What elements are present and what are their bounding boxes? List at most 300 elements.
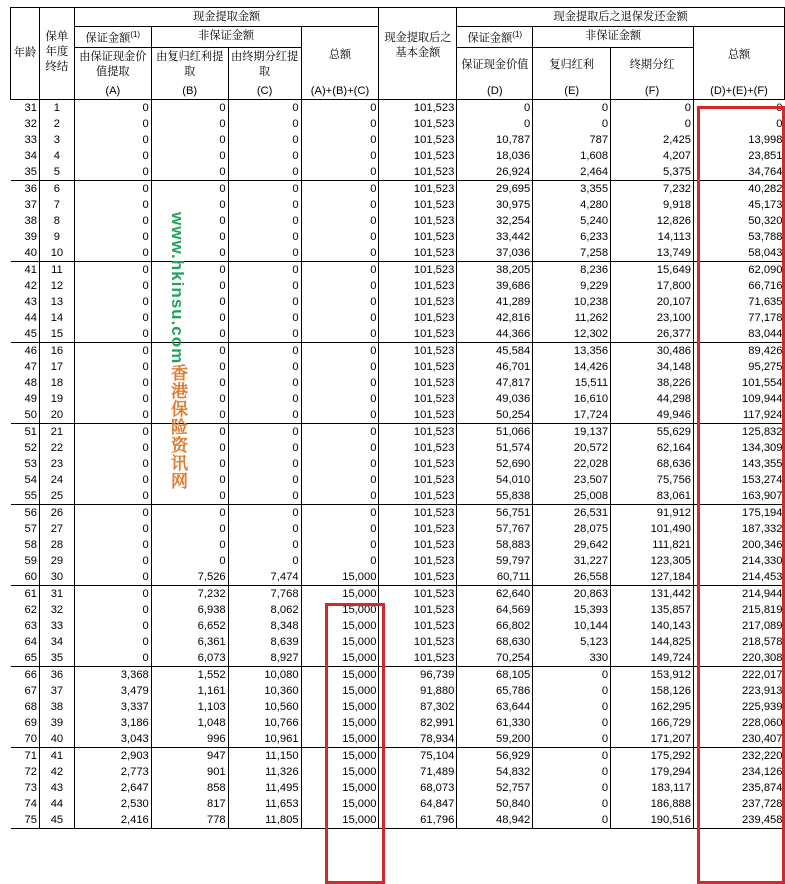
table-row (11, 472, 785, 488)
table-cell: 43 (39, 780, 74, 796)
table-cell: 45,584 (457, 343, 533, 360)
table-cell: 230,407 (694, 731, 785, 748)
table-cell: 153,912 (611, 667, 694, 684)
table-cell: 0 (151, 343, 228, 360)
table-cell: 223,913 (694, 683, 785, 699)
table-cell: 996 (151, 731, 228, 748)
table-cell: 4,207 (611, 148, 694, 164)
table-row (11, 100, 785, 117)
table-cell: 0 (533, 116, 611, 132)
table-cell: 101,523 (379, 505, 457, 522)
table-cell: 26,531 (533, 505, 611, 522)
table-cell: 220,308 (694, 650, 785, 667)
table-cell: 0 (74, 326, 151, 343)
table-cell: 41 (39, 748, 74, 765)
table-cell: 16 (39, 343, 74, 360)
table-cell: 0 (228, 488, 301, 505)
table-cell: 0 (74, 245, 151, 262)
table-cell: 7,474 (228, 569, 301, 586)
header-base-amount: 现金提取后之基本金额 (379, 8, 457, 84)
table-cell: 75,756 (611, 472, 694, 488)
table-cell: 0 (228, 181, 301, 198)
table-row (11, 116, 785, 132)
table-cell: 6,361 (151, 634, 228, 650)
table-cell: 0 (74, 488, 151, 505)
table-cell: 26,924 (457, 164, 533, 181)
table-cell: 10,961 (228, 731, 301, 748)
table-cell: 15,000 (301, 618, 379, 634)
table-cell: 38,226 (611, 375, 694, 391)
table-cell: 15,649 (611, 262, 694, 279)
table-cell: 101,523 (379, 586, 457, 603)
table-row (11, 683, 785, 699)
table-row (11, 586, 785, 603)
table-cell: 0 (74, 116, 151, 132)
table-cell: 82,991 (379, 715, 457, 731)
table-cell: 47,817 (457, 375, 533, 391)
table-cell: 49,036 (457, 391, 533, 407)
table-row (11, 424, 785, 441)
table-cell: 149,724 (611, 650, 694, 667)
table-cell: 179,294 (611, 764, 694, 780)
table-cell: 78,934 (379, 731, 457, 748)
table-cell: 101,523 (379, 569, 457, 586)
table-cell: 69 (24, 717, 37, 730)
table-cell: 7,232 (611, 181, 694, 198)
table-cell: 158,126 (611, 683, 694, 699)
table-cell: 6,073 (151, 650, 228, 667)
table-cell: 11,495 (228, 780, 301, 796)
table-cell: 48,942 (457, 812, 533, 829)
table-cell: 34,764 (694, 164, 785, 181)
table-cell: 0 (74, 310, 151, 326)
table-cell: 13,749 (611, 245, 694, 262)
table-cell: 12 (39, 278, 74, 294)
table-row (11, 602, 785, 618)
table-row (11, 213, 785, 229)
table-cell: 68,073 (379, 780, 457, 796)
table-cell: 0 (74, 262, 151, 279)
table-cell: 34,148 (611, 359, 694, 375)
table-cell: 101,523 (379, 132, 457, 148)
table-cell: 0 (228, 100, 301, 117)
table-cell: 0 (457, 100, 533, 117)
table-cell: 0 (151, 148, 228, 164)
table-cell: 101,523 (379, 553, 457, 569)
table-cell: 37,036 (457, 245, 533, 262)
table-cell: 0 (301, 505, 379, 522)
table-cell: 10,766 (228, 715, 301, 731)
table-cell: 50,254 (457, 407, 533, 424)
header-non-guaranteed-amount-2: 非保证金额 (533, 27, 694, 48)
table-cell: 0 (228, 116, 301, 132)
table-cell: 44 (24, 312, 37, 325)
table-cell: 0 (74, 213, 151, 229)
table-cell: 73 (24, 782, 37, 795)
table-cell: 37 (24, 199, 37, 212)
table-row (11, 796, 785, 812)
table-cell: 75,104 (379, 748, 457, 765)
table-cell: 54,010 (457, 472, 533, 488)
table-cell: 15,000 (301, 780, 379, 796)
table-cell: 10,144 (533, 618, 611, 634)
table-cell: 0 (74, 602, 151, 618)
table-cell: 38 (24, 215, 37, 228)
table-cell: 41,289 (457, 294, 533, 310)
table-cell: 5,375 (611, 164, 694, 181)
table-cell: 11 (39, 262, 74, 279)
table-cell: 91,880 (379, 683, 457, 699)
table-cell: 0 (74, 440, 151, 456)
table-cell: 43 (24, 296, 37, 309)
table-cell: 57,767 (457, 521, 533, 537)
table-cell: 56 (24, 507, 37, 520)
table-cell: 6,233 (533, 229, 611, 245)
header-non-guaranteed-amount: 非保证金额 (151, 27, 301, 48)
table-cell: 2,647 (74, 780, 151, 796)
table-cell: 7,232 (151, 586, 228, 603)
table-cell: 83,061 (611, 488, 694, 505)
table-row (11, 164, 785, 181)
tag-a: (A) (74, 83, 151, 100)
table-cell: 68,636 (611, 456, 694, 472)
table-cell: 2,416 (74, 812, 151, 829)
table-cell: 7,258 (533, 245, 611, 262)
row-group (11, 505, 785, 586)
table-cell: 26 (39, 505, 74, 522)
table-cell: 11,150 (228, 748, 301, 765)
table-row (11, 375, 785, 391)
table-cell: 15,000 (301, 748, 379, 765)
table-cell: 0 (533, 812, 611, 829)
table-row (11, 326, 785, 343)
table-cell: 12,302 (533, 326, 611, 343)
table-cell: 55,838 (457, 488, 533, 505)
table-cell: 127,184 (611, 569, 694, 586)
header-guaranteed-amount-2: 保证金额$^{(1)}$ (457, 27, 533, 48)
table-cell: 0 (228, 391, 301, 407)
table-cell: 77,178 (694, 310, 785, 326)
table-row (11, 456, 785, 472)
table-cell: 101,523 (379, 472, 457, 488)
table-cell: 0 (301, 132, 379, 148)
header-total: 总额 (301, 27, 379, 84)
table-cell: 214,453 (694, 569, 785, 586)
table-cell: 0 (228, 407, 301, 424)
table-cell: 101,523 (379, 100, 457, 117)
table-cell: 0 (74, 164, 151, 181)
table-cell: 153,274 (694, 472, 785, 488)
table-cell: 0 (301, 310, 379, 326)
table-cell: 19,137 (533, 424, 611, 441)
table-cell: 70 (24, 733, 37, 746)
table-cell: 2,773 (74, 764, 151, 780)
table-cell: 5,240 (533, 213, 611, 229)
table-cell: 41 (24, 264, 37, 277)
table-cell: 20,107 (611, 294, 694, 310)
table-cell: 0 (74, 148, 151, 164)
table-cell: 0 (151, 294, 228, 310)
table-row (11, 132, 785, 148)
table-cell: 778 (151, 812, 228, 829)
table-cell: 0 (74, 391, 151, 407)
table-cell: 52 (24, 442, 37, 455)
cash-withdrawal-table (10, 7, 785, 829)
tag-f: (F) (611, 83, 694, 100)
table-cell: 225,939 (694, 699, 785, 715)
table-row (11, 310, 785, 326)
table-cell: 0 (74, 634, 151, 650)
table-cell: 14 (39, 310, 74, 326)
table-cell: 0 (301, 326, 379, 343)
table-cell: 71,489 (379, 764, 457, 780)
table-cell: 83,044 (694, 326, 785, 343)
table-cell: 0 (74, 375, 151, 391)
row-group (11, 586, 785, 667)
table-cell: 62,640 (457, 586, 533, 603)
table-cell: 0 (151, 245, 228, 262)
table-cell: 95,275 (694, 359, 785, 375)
table-cell: 64,847 (379, 796, 457, 812)
table-cell: 3,337 (74, 699, 151, 715)
table-cell: 44,298 (611, 391, 694, 407)
table-cell: 0 (151, 213, 228, 229)
table-cell: 5,123 (533, 634, 611, 650)
table-cell: 101,523 (379, 278, 457, 294)
table-cell: 44,366 (457, 326, 533, 343)
table-cell: 101,523 (379, 440, 457, 456)
table-cell: 0 (151, 407, 228, 424)
tag-def: (D)+(E)+(F) (694, 83, 785, 100)
table-cell: 17 (39, 359, 74, 375)
table-cell: 0 (301, 375, 379, 391)
table-cell: 101,523 (379, 618, 457, 634)
table-cell: 215,819 (694, 602, 785, 618)
header-cash-withdrawal: 现金提取金额 (74, 8, 379, 27)
table-cell: 0 (301, 164, 379, 181)
table-cell: 101,554 (694, 375, 785, 391)
table-cell: 0 (301, 424, 379, 441)
table-cell: 2,530 (74, 796, 151, 812)
table-cell: 0 (151, 456, 228, 472)
table-cell: 15,000 (301, 699, 379, 715)
table-cell: 0 (74, 472, 151, 488)
table-cell: 0 (228, 245, 301, 262)
tag-c: (C) (228, 83, 301, 100)
row-group (11, 667, 785, 748)
table-cell: 101,523 (379, 650, 457, 667)
table-cell: 2,903 (74, 748, 151, 765)
tag-e: (E) (533, 83, 611, 100)
header-col-a: 由保证现金价值提取 (74, 47, 151, 83)
table-cell: 234,126 (694, 764, 785, 780)
table-cell: 64,569 (457, 602, 533, 618)
table-cell: 53,788 (694, 229, 785, 245)
table-cell: 101,523 (379, 391, 457, 407)
table-cell: 20 (39, 407, 74, 424)
table-cell: 64 (24, 636, 37, 649)
table-cell: 59 (24, 555, 37, 568)
table-cell: 0 (151, 326, 228, 343)
table-cell: 0 (74, 229, 151, 245)
table-cell: 25,008 (533, 488, 611, 505)
table-cell: 66,716 (694, 278, 785, 294)
table-cell: 0 (228, 456, 301, 472)
table-cell: 0 (151, 197, 228, 213)
table-cell: 24 (39, 472, 74, 488)
table-cell: 47 (24, 361, 37, 374)
table-cell: 38,205 (457, 262, 533, 279)
table-cell: 0 (301, 245, 379, 262)
table-cell: 0 (301, 488, 379, 505)
table-cell: 61,796 (379, 812, 457, 829)
table-cell: 135,857 (611, 602, 694, 618)
table-cell: 218,578 (694, 634, 785, 650)
table-cell: 26,558 (533, 569, 611, 586)
table-cell: 0 (228, 229, 301, 245)
table-cell: 10,787 (457, 132, 533, 148)
table-cell: 68 (24, 701, 37, 714)
table-cell: 42 (24, 280, 37, 293)
table-cell: 228,060 (694, 715, 785, 731)
table-cell: 3 (39, 132, 74, 148)
table-cell: 101,523 (379, 310, 457, 326)
table-cell: 65,786 (457, 683, 533, 699)
row-group (11, 100, 785, 181)
table-cell: 7 (39, 197, 74, 213)
table-cell: 175,194 (694, 505, 785, 522)
table-cell: 101,523 (379, 456, 457, 472)
table-cell: 0 (301, 359, 379, 375)
table-row (11, 650, 785, 667)
table-cell: 0 (74, 343, 151, 360)
table-cell: 0 (151, 359, 228, 375)
table-row (11, 505, 785, 522)
table-cell: 3,186 (74, 715, 151, 731)
table-cell: 0 (74, 569, 151, 586)
table-cell: 31,227 (533, 553, 611, 569)
table-cell: 0 (533, 796, 611, 812)
table-cell: 190,516 (611, 812, 694, 829)
table-cell: 10,560 (228, 699, 301, 715)
table-cell: 0 (694, 100, 785, 117)
table-cell: 66 (24, 669, 37, 682)
table-cell: 1,608 (533, 148, 611, 164)
table-cell: 59,200 (457, 731, 533, 748)
table-cell: 62,090 (694, 262, 785, 279)
table-cell: 51 (24, 426, 37, 439)
table-cell: 17,800 (611, 278, 694, 294)
table-cell: 18,036 (457, 148, 533, 164)
table-cell: 18 (39, 375, 74, 391)
table-cell: 15,511 (533, 375, 611, 391)
table-cell: 0 (533, 731, 611, 748)
table-cell: 0 (228, 521, 301, 537)
table-cell: 0 (151, 472, 228, 488)
table-cell: 61 (24, 588, 37, 601)
table-cell: 2,425 (611, 132, 694, 148)
table-cell: 0 (611, 116, 694, 132)
table-cell: 8,639 (228, 634, 301, 650)
table-cell: 0 (74, 132, 151, 148)
table-cell: 51,066 (457, 424, 533, 441)
table-cell: 87,302 (379, 699, 457, 715)
table-cell: 59,797 (457, 553, 533, 569)
table-cell: 0 (151, 164, 228, 181)
table-cell: 29 (39, 553, 74, 569)
table-cell: 58 (24, 539, 37, 552)
table-cell: 30 (39, 569, 74, 586)
table-cell: 27 (39, 521, 74, 537)
table-row (11, 407, 785, 424)
table-cell: 200,346 (694, 537, 785, 553)
table-row (11, 780, 785, 796)
table-cell: 2 (39, 116, 74, 132)
table-cell: 214,944 (694, 586, 785, 603)
table-cell: 71 (24, 750, 37, 763)
table-cell: 101,523 (379, 424, 457, 441)
table-row (11, 537, 785, 553)
table-cell: 186,888 (611, 796, 694, 812)
table-cell: 237,728 (694, 796, 785, 812)
table-cell: 0 (301, 148, 379, 164)
table-cell: 15,000 (301, 715, 379, 731)
table-cell: 11,805 (228, 812, 301, 829)
illustration-table-wrapper (10, 7, 785, 829)
table-cell: 901 (151, 764, 228, 780)
table-cell: 49,946 (611, 407, 694, 424)
table-cell: 54,832 (457, 764, 533, 780)
table-row (11, 812, 785, 829)
table-cell: 15 (39, 326, 74, 343)
table-cell: 0 (151, 505, 228, 522)
table-cell: 0 (228, 375, 301, 391)
table-cell: 0 (228, 472, 301, 488)
table-cell: 214,330 (694, 553, 785, 569)
table-cell: 0 (228, 440, 301, 456)
table-cell: 15,000 (301, 650, 379, 667)
header-total-2: 总额 (694, 27, 785, 84)
watermark-name: 香港保险资讯网 (168, 364, 187, 491)
table-cell: 44 (39, 796, 74, 812)
table-cell: 3,479 (74, 683, 151, 699)
table-cell: 0 (533, 715, 611, 731)
table-cell: 0 (151, 521, 228, 537)
table-cell: 187,332 (694, 521, 785, 537)
table-cell: 10,080 (228, 667, 301, 684)
table-cell: 947 (151, 748, 228, 765)
table-cell: 45 (39, 812, 74, 829)
table-cell: 0 (228, 424, 301, 441)
table-cell: 0 (74, 553, 151, 569)
table-cell: 1,552 (151, 667, 228, 684)
table-cell: 0 (228, 213, 301, 229)
table-cell: 0 (151, 116, 228, 132)
table-cell: 9 (39, 229, 74, 245)
table-cell: 15,000 (301, 796, 379, 812)
table-cell: 0 (151, 132, 228, 148)
table-cell: 23,507 (533, 472, 611, 488)
table-cell: 0 (228, 505, 301, 522)
table-cell: 0 (301, 278, 379, 294)
table-cell: 6 (39, 181, 74, 198)
table-cell: 0 (74, 650, 151, 667)
table-cell: 1,103 (151, 699, 228, 715)
header-after-withdrawal: 现金提取后之退保发还金额 (457, 8, 785, 27)
table-cell: 13 (39, 294, 74, 310)
table-cell: 46,701 (457, 359, 533, 375)
table-cell: 12,826 (611, 213, 694, 229)
